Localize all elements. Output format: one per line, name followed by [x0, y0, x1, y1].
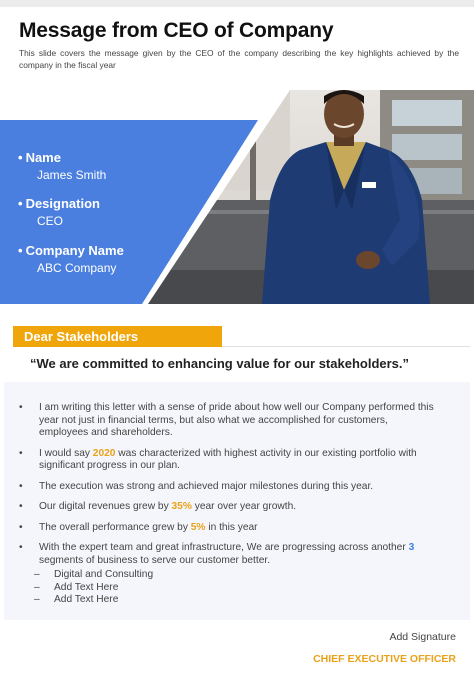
quote-text: “We are committed to enhancing value for our stakeholders.”	[30, 356, 410, 371]
bullet-dot-icon: •	[19, 402, 23, 413]
sub-item-text: Add Text Here	[54, 594, 119, 605]
list-item	[19, 448, 439, 473]
bullet-dot-icon: •	[19, 480, 23, 492]
highlight-growth: 35%	[171, 501, 192, 512]
dash-icon: –	[34, 594, 40, 605]
dash-icon: –	[34, 569, 40, 580]
company-value: ABC Company	[37, 261, 117, 275]
bullet-text	[39, 542, 439, 567]
highlight-year: 2020	[92, 447, 116, 459]
name-value: James Smith	[37, 168, 107, 182]
bullet-dot-icon: •	[19, 542, 23, 553]
bullet-dot-icon: •	[19, 521, 23, 533]
highlight-segments: 3	[408, 542, 415, 553]
list-item	[19, 402, 439, 440]
bullet-text-part: was characterized with highest activity in our existing portfolio with significant progress in our plan.	[39, 447, 417, 471]
sub-list	[19, 569, 439, 607]
section-heading-bar	[13, 326, 222, 347]
bullet-text-part: With the expert team and great infrastructure, We are progressing across another	[39, 542, 409, 553]
designation-value: CEO	[37, 214, 64, 228]
bullet-text: I am writing this letter with a sense of pride about how well our Company performed this year not just in financial terms, but also what we accomplished for customers, employees and shareholders.	[39, 402, 434, 438]
page-subtitle: This slide covers the message given by the CEO of the company describing the key highlights achieved by the company in the fiscal year	[19, 48, 459, 70]
hero-section	[0, 90, 474, 304]
bullet-dot-icon: •	[18, 150, 23, 165]
sub-list-item	[34, 582, 439, 595]
designation-label: Designation	[25, 196, 100, 211]
bullet-dot-icon: •	[18, 196, 23, 211]
letter-body	[4, 382, 470, 620]
company-block	[18, 243, 124, 275]
bullet-text-part: I would say	[39, 447, 93, 459]
section-heading: Dear Stakeholders	[24, 329, 139, 344]
bullet-dot-icon: •	[19, 501, 23, 512]
list-item	[19, 481, 439, 494]
bullet-text	[39, 448, 439, 473]
name-label: Name	[25, 150, 61, 165]
bullet-text-part: The overall performance grew by	[39, 521, 191, 533]
sub-list-item	[34, 594, 439, 607]
sub-list-item	[34, 569, 439, 582]
top-strip	[0, 0, 474, 7]
sub-item-text: Add Text Here	[54, 581, 119, 593]
bullet-dot-icon: •	[19, 447, 23, 459]
highlight-performance: 5%	[190, 521, 206, 533]
bullet-text-part: segments of business to serve our customer better.	[39, 554, 271, 566]
signatory-role: CHIEF EXECUTIVE OFFICER	[313, 653, 456, 665]
section-divider	[222, 346, 470, 347]
bullet-text: The execution was strong and achieved major milestones during this year.	[39, 480, 374, 492]
bullet-dot-icon: •	[18, 243, 23, 258]
bullet-list	[19, 402, 439, 607]
sub-item-text: Digital and Consulting	[54, 569, 154, 580]
bullet-text-part: year over year growth.	[191, 501, 297, 512]
bullet-text-part: Our digital revenues grew by	[39, 501, 172, 512]
company-label: Company Name	[25, 243, 124, 258]
name-block	[18, 150, 106, 182]
list-item	[19, 522, 439, 535]
dash-icon: –	[34, 581, 40, 593]
list-item	[19, 542, 439, 567]
signature-placeholder: Add Signature	[389, 631, 456, 643]
bullet-text	[39, 501, 439, 514]
designation-block	[18, 196, 100, 228]
bullet-text	[39, 522, 439, 535]
bullet-text-part: in this year	[205, 521, 258, 533]
page-title: Message from CEO of Company	[19, 19, 334, 42]
list-item	[19, 501, 439, 514]
